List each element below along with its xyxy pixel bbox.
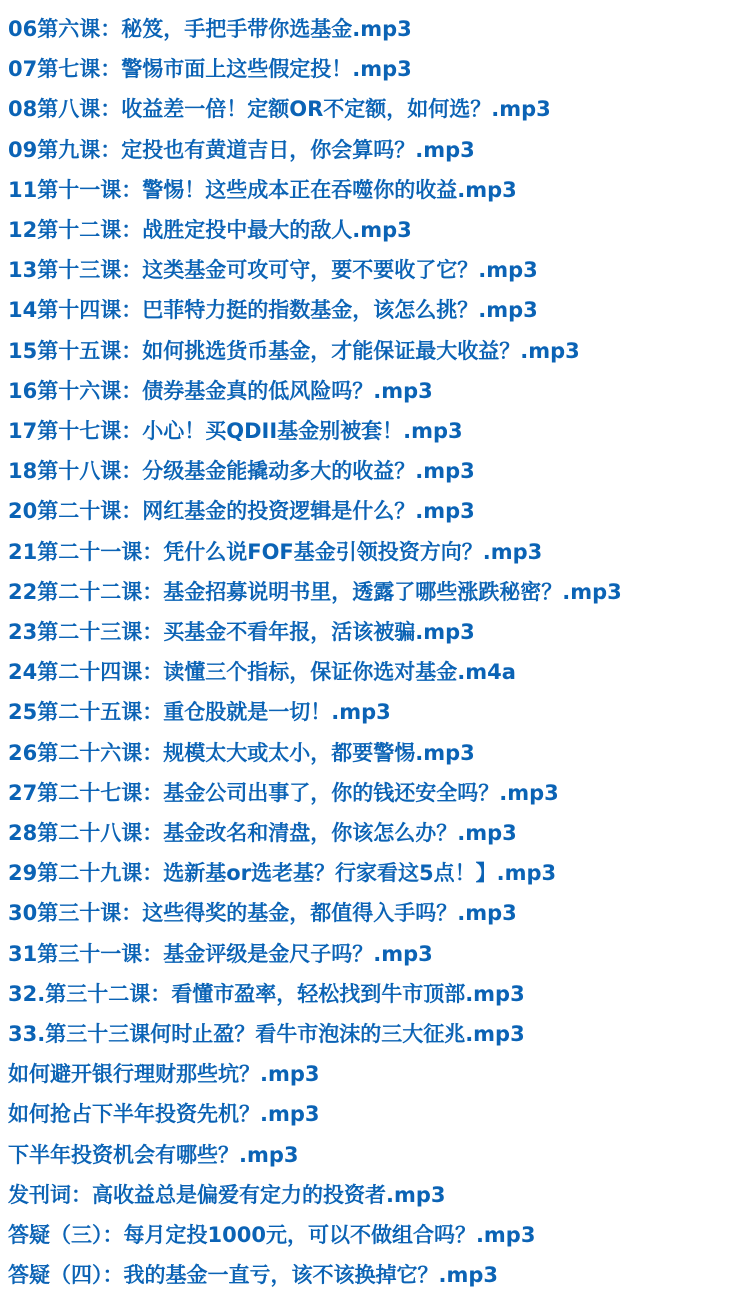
list-item[interactable]: 12第十二课：战胜定投中最大的敌人.mp3 (8, 218, 412, 243)
list-item[interactable]: 如何抢占下半年投资先机？.mp3 (8, 1102, 320, 1127)
list-item[interactable]: 答疑（三）：每月定投1000元，可以不做组合吗？.mp3 (8, 1223, 536, 1248)
list-item[interactable]: 18第十八课：分级基金能撬动多大的收益？.mp3 (8, 459, 475, 484)
list-item[interactable]: 15第十五课：如何挑选货币基金，才能保证最大收益？.mp3 (8, 338, 580, 363)
file-list (0, 9, 750, 1296)
list-item[interactable]: 30第三十课：这些得奖的基金，都值得入手吗？.mp3 (8, 901, 517, 926)
list-item[interactable]: 16第十六课：债券基金真的低风险吗？.mp3 (8, 378, 433, 403)
list-item[interactable]: 09第九课：定投也有黄道吉日，你会算吗？.mp3 (8, 137, 475, 162)
list-item[interactable]: 32.第三十二课：看懂市盈率，轻松找到牛市顶部.mp3 (8, 981, 525, 1006)
list-item[interactable]: 24第二十四课：读懂三个指标，保证你选对基金.m4a (8, 660, 516, 685)
list-item[interactable]: 06第六课：秘笈，手把手带你选基金.mp3 (8, 17, 412, 41)
list-item[interactable]: 14第十四课：巴菲特力挺的指数基金，该怎么挑？.mp3 (8, 298, 538, 323)
list-item[interactable]: 21第二十一课：凭什么说FOF基金引领投资方向？.mp3 (8, 539, 543, 564)
list-item[interactable]: 29第二十九课：选新基or选老基？行家看这5点！】.mp3 (8, 861, 557, 886)
list-item[interactable]: 08第八课：收益差一倍！定额OR不定额，如何选？.mp3 (8, 97, 551, 122)
list-item[interactable]: 下半年投资机会有哪些？.mp3 (8, 1142, 299, 1167)
list-item[interactable]: 33.第三十三课何时止盈？看牛市泡沫的三大征兆.mp3 (8, 1022, 525, 1047)
list-item[interactable]: 26第二十六课：规模太大或太小，都要警惕.mp3 (8, 740, 475, 765)
list-item[interactable]: 13第十三课：这类基金可攻可守，要不要收了它？.mp3 (8, 258, 538, 283)
list-item[interactable]: 23第二十三课：买基金不看年报，活该被骗.mp3 (8, 620, 475, 645)
list-item[interactable]: 答疑（四）：我的基金一直亏，该不该换掉它？.mp3 (8, 1263, 499, 1288)
list-item[interactable]: 20第二十课：网红基金的投资逻辑是什么？.mp3 (8, 499, 475, 524)
list-item[interactable]: 31第三十一课：基金评级是金尺子吗？.mp3 (8, 941, 433, 966)
list-item[interactable]: 28第二十八课：基金改名和清盘，你该怎么办？.mp3 (8, 821, 517, 846)
list-item[interactable]: 11第十一课：警惕！这些成本正在吞噬你的收益.mp3 (8, 177, 517, 202)
list-item[interactable]: 27第二十七课：基金公司出事了，你的钱还安全吗？.mp3 (8, 780, 559, 805)
list-item[interactable]: 25第二十五课：重仓股就是一切！.mp3 (8, 700, 391, 725)
list-item[interactable]: 17第十七课：小心！买QDII基金别被套！.mp3 (8, 419, 463, 444)
list-item[interactable]: 发刊词：高收益总是偏爱有定力的投资者.mp3 (8, 1182, 446, 1207)
list-item[interactable]: 22第二十二课：基金招募说明书里，透露了哪些涨跌秘密？.mp3 (8, 579, 622, 604)
list-item[interactable]: 07第七课：警惕市面上这些假定投！.mp3 (8, 57, 412, 82)
list-item[interactable]: 如何避开银行理财那些坑？.mp3 (8, 1062, 320, 1087)
